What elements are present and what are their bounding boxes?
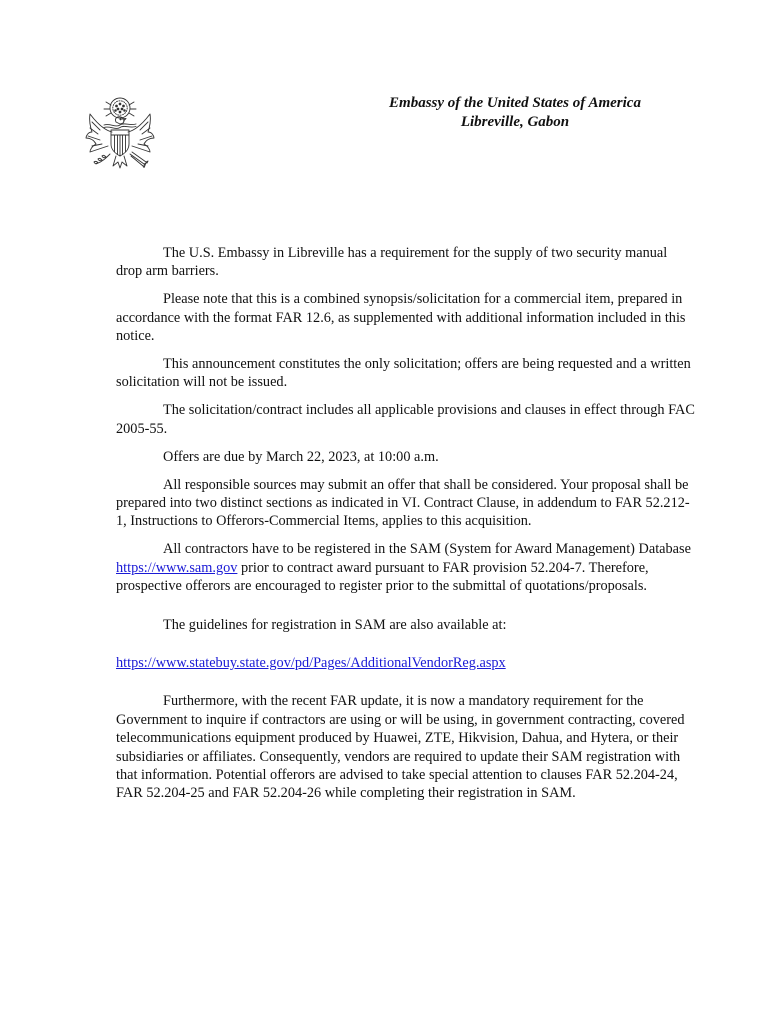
paragraph-sam-registration bbox=[116, 540, 696, 595]
statebuy-link[interactable]: https://www.statebuy.state.gov/pd/Pages/AdditionalVendorReg.aspx bbox=[116, 654, 506, 671]
sam-gov-link[interactable]: https://www.sam.gov bbox=[116, 559, 238, 576]
paragraph-far-update: Furthermore, with the recent FAR update, it is now a mandatory requirement for the Government to inquire if contractors are using or will be using, in government contracting, covered telecommunications equipment produced by Huawei, ZTE, Hikvision, Dahua, and Hytera, or their subsidiaries or affiliates. Consequently, vendors are required to update their SAM registration with that information. Potential offerors are advised to take special attention to clauses FAR 52.204-24, FAR 52.204-25 and FAR 52.204-26 while completing their registration in SAM. bbox=[116, 693, 685, 802]
notice-body bbox=[116, 244, 696, 812]
embassy-name: Embassy of the United States of America bbox=[389, 95, 641, 111]
paragraph-provisions: The solicitation/contract includes all applicable provisions and clauses in effect through FAC 2005-55. bbox=[116, 402, 695, 437]
sam-text-after: prior to contract award pursuant to FAR provision 52.204-7. Therefore, prospective offerors are encouraged to register prior to the submittal of quotations/proposals. bbox=[116, 559, 649, 595]
letterhead bbox=[330, 94, 700, 132]
embassy-location: Libreville, Gabon bbox=[460, 114, 570, 130]
paragraph-proposal-sections: All responsible sources may submit an offer that shall be considered. Your proposal shall be prepared into two distinct sections as indicated in VI. Contract Clause, in addendum to FAR 52.212-1, Instructions to Offerors-Commercial Items, applies to this acquisition. bbox=[116, 476, 690, 530]
great-seal-eagle-icon bbox=[76, 92, 164, 180]
sam-text-before: All contractors have to be registered in the SAM (System for Award Management) Database bbox=[163, 541, 691, 558]
paragraph-guidelines: The guidelines for registration in SAM are also available at: bbox=[163, 616, 507, 633]
paragraph-only-solicitation: This announcement constitutes the only solicitation; offers are being requested and a written solicitation will not be issued. bbox=[116, 356, 691, 391]
paragraph-requirement: The U.S. Embassy in Libreville has a requirement for the supply of two security manual drop arm barriers. bbox=[116, 245, 668, 280]
paragraph-synopsis: Please note that this is a combined synopsis/solicitation for a commercial item, prepared in accordance with the format FAR 12.6, as supplemented with additional information included in this notice. bbox=[116, 291, 686, 345]
paragraph-offers-due: Offers are due by March 22, 2023, at 10:00 a.m. bbox=[163, 448, 439, 465]
paragraph-guidelines-url bbox=[116, 654, 696, 672]
